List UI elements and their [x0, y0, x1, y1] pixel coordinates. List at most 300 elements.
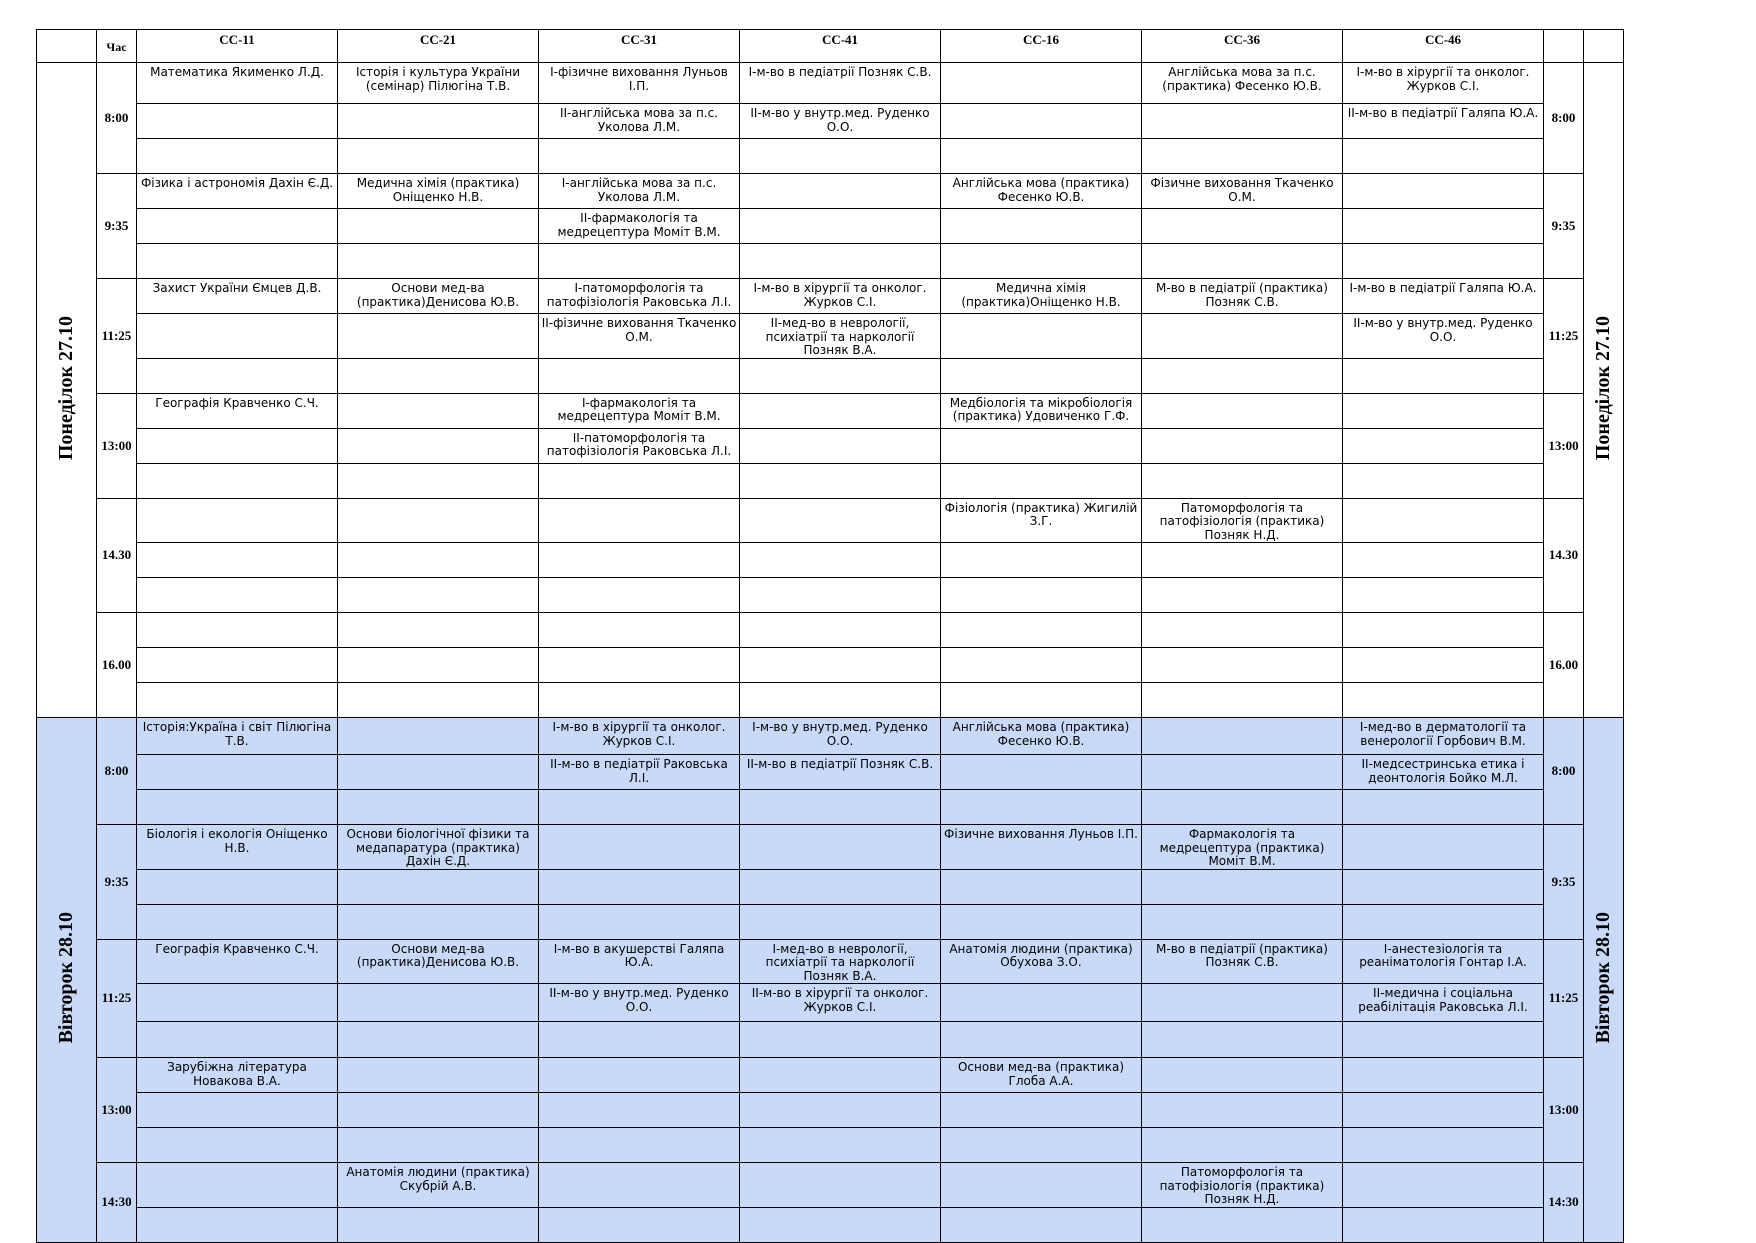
lesson-cell — [1343, 648, 1544, 683]
lesson-cell — [137, 1207, 338, 1242]
lesson-cell: ІІ-медична і соціальна реабілітація Раковська Л.І. — [1343, 984, 1544, 1022]
lesson-cell — [941, 1163, 1142, 1208]
lesson-cell — [740, 683, 941, 718]
lesson-cell — [1343, 1093, 1544, 1128]
time-cell-left: 11:25 — [97, 939, 137, 1058]
day-label-right — [1584, 63, 1624, 718]
lesson-cell — [1142, 869, 1343, 904]
lesson-cell — [941, 1093, 1142, 1128]
lesson-cell — [137, 790, 338, 825]
lesson-cell: I-фізичне виховання Луньов І.П. — [539, 63, 740, 104]
lesson-cell — [137, 1022, 338, 1058]
lesson-cell: ІІ-медсестринська етика і деонтологія Бойко М.Л. — [1343, 755, 1544, 790]
lesson-cell: Фармакологія та медрецептура (практика) Моміт В.М. — [1142, 825, 1343, 870]
lesson-cell — [1343, 825, 1544, 870]
time-cell-right: 14.30 — [1544, 498, 1584, 613]
lesson-cell: Англійська мова за п.с. (практика) Фесенко Ю.В. — [1142, 63, 1343, 104]
lesson-cell: Основи мед-ва (практика)Денисова Ю.В. — [338, 279, 539, 314]
lesson-cell — [740, 825, 941, 870]
schedule-row — [37, 428, 1624, 463]
lesson-cell — [1142, 790, 1343, 825]
group-header: СС-11 — [137, 30, 338, 63]
schedule-row — [37, 498, 1624, 543]
day-label-left — [37, 718, 97, 1243]
lesson-cell — [740, 244, 941, 279]
lesson-cell: Фізичне виховання Луньов І.П. — [941, 825, 1142, 870]
group-header: СС-31 — [539, 30, 740, 63]
lesson-cell — [1142, 139, 1343, 174]
lesson-cell — [1343, 1163, 1544, 1208]
lesson-cell — [740, 1022, 941, 1058]
lesson-cell — [941, 358, 1142, 393]
schedule-row — [37, 869, 1624, 904]
lesson-cell — [137, 139, 338, 174]
lesson-cell — [941, 104, 1142, 139]
schedule-row — [37, 904, 1624, 939]
lesson-cell: Фізіологія (практика) Жигилій З.Г. — [941, 498, 1142, 543]
lesson-cell — [539, 904, 740, 939]
lesson-cell — [338, 463, 539, 498]
lesson-cell: ІІ-м-во в педіатрії Позняк С.В. — [740, 755, 941, 790]
lesson-cell: Медична хімія (практика)Оніщенко Н.В. — [941, 279, 1142, 314]
schedule-row — [37, 1207, 1624, 1242]
lesson-cell — [539, 648, 740, 683]
lesson-cell: І-анестезіологія та реаніматологія Гонтар І.А. — [1343, 939, 1544, 984]
lesson-cell: I-фармакологія та медрецептура Моміт В.М. — [539, 393, 740, 428]
lesson-cell — [740, 174, 941, 209]
lesson-cell — [137, 683, 338, 718]
lesson-cell — [740, 869, 941, 904]
lesson-cell — [1142, 904, 1343, 939]
lesson-cell: Захист України Ємцев Д.В. — [137, 279, 338, 314]
time-cell-left: 9:35 — [97, 174, 137, 279]
lesson-cell — [740, 209, 941, 244]
day-label-text: Вівторок 28.10 — [1592, 912, 1614, 1044]
lesson-cell — [137, 755, 338, 790]
lesson-cell — [740, 1093, 941, 1128]
lesson-cell — [539, 498, 740, 543]
lesson-cell — [941, 463, 1142, 498]
lesson-cell — [338, 244, 539, 279]
lesson-cell — [338, 1128, 539, 1163]
lesson-cell — [539, 244, 740, 279]
lesson-cell — [1142, 1128, 1343, 1163]
lesson-cell — [1142, 1093, 1343, 1128]
schedule-row — [37, 1128, 1624, 1163]
lesson-cell — [1343, 244, 1544, 279]
lesson-cell — [941, 209, 1142, 244]
lesson-cell — [1343, 1058, 1544, 1093]
lesson-cell — [1343, 613, 1544, 648]
lesson-cell — [941, 790, 1142, 825]
lesson-cell — [1343, 869, 1544, 904]
lesson-cell — [1142, 578, 1343, 613]
lesson-cell — [740, 463, 941, 498]
lesson-cell — [740, 1163, 941, 1208]
lesson-cell — [1142, 393, 1343, 428]
lesson-cell — [137, 314, 338, 359]
lesson-cell — [137, 578, 338, 613]
day-label-right — [1584, 718, 1624, 1243]
lesson-cell — [338, 314, 539, 359]
schedule-row — [37, 543, 1624, 578]
lesson-cell — [941, 683, 1142, 718]
lesson-cell: II-фізичне виховання Ткаченко О.М. — [539, 314, 740, 359]
lesson-cell: Географія Кравченко С.Ч. — [137, 939, 338, 984]
lesson-cell — [338, 358, 539, 393]
corner-cell — [1544, 30, 1584, 63]
lesson-cell — [1343, 543, 1544, 578]
schedule-row — [37, 463, 1624, 498]
lesson-cell: Основи мед-ва (практика) Глоба А.А. — [941, 1058, 1142, 1093]
lesson-cell — [539, 1128, 740, 1163]
time-cell-left: 11:25 — [97, 279, 137, 394]
lesson-cell — [740, 904, 941, 939]
time-cell-right: 9:35 — [1544, 174, 1584, 279]
lesson-cell — [338, 393, 539, 428]
lesson-cell: Англійська мова (практика) Фесенко Ю.В. — [941, 718, 1142, 755]
lesson-cell: ІІ-м-во у внутр.мед. Руденко О.О. — [1343, 314, 1544, 359]
lesson-cell — [1142, 718, 1343, 755]
lesson-cell — [539, 613, 740, 648]
lesson-cell — [740, 1058, 941, 1093]
lesson-cell — [1343, 139, 1544, 174]
schedule-row — [37, 1163, 1624, 1208]
lesson-cell: Патоморфологія та патофізіологія (практика) Позняк Н.Д. — [1142, 1163, 1343, 1208]
schedule-row — [37, 1093, 1624, 1128]
lesson-cell — [137, 244, 338, 279]
lesson-cell: Фізика і астрономія Дахін Є.Д. — [137, 174, 338, 209]
lesson-cell — [338, 428, 539, 463]
schedule-row — [37, 139, 1624, 174]
lesson-cell — [1343, 358, 1544, 393]
time-cell-right: 13:00 — [1544, 393, 1584, 498]
day-label-text: Понеділок 27.10 — [1592, 315, 1614, 461]
lesson-cell — [338, 648, 539, 683]
lesson-cell: М-во в педіатрії (практика) Позняк С.В. — [1142, 279, 1343, 314]
time-cell-right: 8:00 — [1544, 63, 1584, 174]
lesson-cell: Медбіологія та мікробіологія (практика) Удовиченко Г.Ф. — [941, 393, 1142, 428]
lesson-cell: Історія:Україна і світ Пілюгіна Т.В. — [137, 718, 338, 755]
corner-cell — [1584, 30, 1624, 63]
schedule-row — [37, 104, 1624, 139]
time-cell-left: 8:00 — [97, 63, 137, 174]
lesson-cell — [740, 1128, 941, 1163]
lesson-cell — [539, 543, 740, 578]
lesson-cell: II-патоморфологія та патофізіологія Раковська Л.І. — [539, 428, 740, 463]
lesson-cell — [1343, 790, 1544, 825]
lesson-cell — [137, 984, 338, 1022]
lesson-cell — [1343, 498, 1544, 543]
lesson-cell — [137, 209, 338, 244]
time-cell-right: 13:00 — [1544, 1058, 1584, 1163]
lesson-cell — [740, 139, 941, 174]
lesson-cell: Біологія і екологія Оніщенко Н.В. — [137, 825, 338, 870]
lesson-cell — [1343, 1128, 1544, 1163]
lesson-cell — [1142, 1207, 1343, 1242]
lesson-cell — [1142, 463, 1343, 498]
lesson-cell — [338, 755, 539, 790]
lesson-cell — [1343, 209, 1544, 244]
schedule-row — [37, 648, 1624, 683]
lesson-cell — [740, 428, 941, 463]
lesson-cell — [740, 358, 941, 393]
lesson-cell — [539, 578, 740, 613]
lesson-cell — [539, 825, 740, 870]
time-cell-right: 11:25 — [1544, 939, 1584, 1058]
lesson-cell: І-м-во в хірургії та онколог. Журков С.І. — [1343, 63, 1544, 104]
lesson-cell — [941, 904, 1142, 939]
group-header: СС-36 — [1142, 30, 1343, 63]
lesson-cell — [1343, 463, 1544, 498]
lesson-cell — [1142, 613, 1343, 648]
group-header: СС-46 — [1343, 30, 1544, 63]
lesson-cell — [1343, 904, 1544, 939]
schedule-row — [37, 718, 1624, 755]
lesson-cell — [338, 498, 539, 543]
lesson-cell — [338, 1207, 539, 1242]
lesson-cell — [740, 543, 941, 578]
lesson-cell: Патоморфологія та патофізіологія (практика) Позняк Н.Д. — [1142, 498, 1343, 543]
corner-cell — [37, 30, 97, 63]
lesson-cell — [740, 613, 941, 648]
lesson-cell — [338, 139, 539, 174]
time-cell-right: 16.00 — [1544, 613, 1584, 718]
lesson-cell: II-фармакологія та медрецептура Моміт В.М. — [539, 209, 740, 244]
lesson-cell: ІІ-мед-во в неврології, психіатрії та наркології Позняк В.А. — [740, 314, 941, 359]
lesson-cell — [539, 790, 740, 825]
schedule-table — [36, 29, 1624, 1243]
lesson-cell — [137, 1093, 338, 1128]
lesson-cell — [539, 1163, 740, 1208]
schedule-body — [37, 63, 1624, 1243]
lesson-cell: I-патоморфологія та патофізіологія Раковська Л.І. — [539, 279, 740, 314]
lesson-cell — [338, 869, 539, 904]
lesson-cell: II-англійська мова за п.с. Уколова Л.М. — [539, 104, 740, 139]
lesson-cell — [941, 869, 1142, 904]
schedule-row — [37, 1058, 1624, 1093]
lesson-cell: ІІ-м-во у внутр.мед. Руденко О.О. — [740, 104, 941, 139]
lesson-cell: І-м-во у внутр.мед. Руденко О.О. — [740, 718, 941, 755]
schedule-row — [37, 63, 1624, 104]
lesson-cell — [137, 104, 338, 139]
schedule-row — [37, 244, 1624, 279]
day-label-text: Вівторок 28.10 — [55, 912, 77, 1044]
schedule-row — [37, 578, 1624, 613]
lesson-cell — [941, 648, 1142, 683]
lesson-cell — [1142, 984, 1343, 1022]
lesson-cell — [941, 755, 1142, 790]
schedule-row — [37, 393, 1624, 428]
lesson-cell — [338, 1093, 539, 1128]
lesson-cell — [1343, 428, 1544, 463]
schedule-row — [37, 984, 1624, 1022]
time-cell-left: 16.00 — [97, 613, 137, 718]
lesson-cell — [941, 428, 1142, 463]
lesson-cell — [338, 1022, 539, 1058]
lesson-cell — [539, 139, 740, 174]
lesson-cell: І-м-во в педіатрії Галяпа Ю.А. — [1343, 279, 1544, 314]
lesson-cell — [338, 613, 539, 648]
schedule-row — [37, 790, 1624, 825]
lesson-cell: I-англійська мова за п.с. Уколова Л.М. — [539, 174, 740, 209]
schedule-row — [37, 279, 1624, 314]
lesson-cell — [338, 904, 539, 939]
lesson-cell — [539, 1207, 740, 1242]
time-cell-left: 8:00 — [97, 718, 137, 825]
lesson-cell — [740, 790, 941, 825]
lesson-cell: Англійська мова (практика) Фесенко Ю.В. — [941, 174, 1142, 209]
lesson-cell — [338, 984, 539, 1022]
lesson-cell — [1142, 755, 1343, 790]
schedule-row — [37, 683, 1624, 718]
time-cell-left: 14:30 — [97, 1163, 137, 1243]
lesson-cell — [338, 104, 539, 139]
group-header: СС-41 — [740, 30, 941, 63]
time-cell-left: 14.30 — [97, 498, 137, 613]
lesson-cell: І-м-во в акушерстві Галяпа Ю.А. — [539, 939, 740, 984]
lesson-cell — [1142, 358, 1343, 393]
lesson-cell: Математика Якименко Л.Д. — [137, 63, 338, 104]
lesson-cell — [1142, 683, 1343, 718]
lesson-cell — [1343, 1207, 1544, 1242]
lesson-cell: І-м-во в хірургії та онколог. Журков С.І. — [539, 718, 740, 755]
lesson-cell — [1142, 209, 1343, 244]
time-cell-left: 9:35 — [97, 825, 137, 940]
lesson-cell — [539, 683, 740, 718]
lesson-cell — [137, 904, 338, 939]
lesson-cell: Анатомія людини (практика) Обухова З.О. — [941, 939, 1142, 984]
lesson-cell — [137, 1163, 338, 1208]
lesson-cell — [137, 613, 338, 648]
lesson-cell — [539, 358, 740, 393]
group-header: СС-16 — [941, 30, 1142, 63]
lesson-cell — [539, 463, 740, 498]
schedule-row — [37, 209, 1624, 244]
lesson-cell — [1142, 1058, 1343, 1093]
lesson-cell — [740, 648, 941, 683]
lesson-cell: ІІ-м-во в педіатрії Галяпа Ю.А. — [1343, 104, 1544, 139]
lesson-cell: І-мед-во в дерматології та венерології Горбович В.М. — [1343, 718, 1544, 755]
schedule-row — [37, 825, 1624, 870]
lesson-cell: І-м-во в педіатрії Позняк С.В. — [740, 63, 941, 104]
lesson-cell — [338, 1058, 539, 1093]
lesson-cell — [137, 463, 338, 498]
lesson-cell — [1343, 578, 1544, 613]
lesson-cell — [941, 1022, 1142, 1058]
lesson-cell: Географія Кравченко С.Ч. — [137, 393, 338, 428]
lesson-cell — [137, 1128, 338, 1163]
lesson-cell — [941, 63, 1142, 104]
time-cell-left: 13:00 — [97, 393, 137, 498]
time-cell-left: 13:00 — [97, 1058, 137, 1163]
lesson-cell — [539, 869, 740, 904]
lesson-cell — [941, 578, 1142, 613]
lesson-cell — [137, 648, 338, 683]
lesson-cell — [137, 498, 338, 543]
lesson-cell: Анатомія людини (практика) Скубрій А.В. — [338, 1163, 539, 1208]
schedule-row — [37, 1022, 1624, 1058]
schedule-row — [37, 613, 1624, 648]
day-label-left — [37, 63, 97, 718]
lesson-cell: Фізичне виховання Ткаченко О.М. — [1142, 174, 1343, 209]
time-cell-right: 11:25 — [1544, 279, 1584, 394]
schedule-row — [37, 174, 1624, 209]
lesson-cell: Історія і культура України (семінар) Пілюгіна Т.В. — [338, 63, 539, 104]
lesson-cell — [338, 578, 539, 613]
lesson-cell — [1343, 1022, 1544, 1058]
lesson-cell — [1142, 314, 1343, 359]
lesson-cell — [740, 1207, 941, 1242]
lesson-cell: Зарубіжна література Новакова В.А. — [137, 1058, 338, 1093]
lesson-cell — [1142, 104, 1343, 139]
lesson-cell: І-мед-во в неврології, психіатрії та наркології Позняк В.А. — [740, 939, 941, 984]
lesson-cell — [941, 1207, 1142, 1242]
lesson-cell — [740, 393, 941, 428]
lesson-cell — [539, 1022, 740, 1058]
lesson-cell — [1142, 648, 1343, 683]
lesson-cell — [137, 869, 338, 904]
lesson-cell: Медична хімія (практика) Оніщенко Н.В. — [338, 174, 539, 209]
lesson-cell: І-м-во в хірургії та онколог. Журков С.І. — [740, 279, 941, 314]
day-label-text: Понеділок 27.10 — [55, 315, 77, 461]
lesson-cell — [137, 428, 338, 463]
lesson-cell: Основи мед-ва (практика)Денисова Ю.В. — [338, 939, 539, 984]
lesson-cell — [338, 718, 539, 755]
schedule-row — [37, 314, 1624, 359]
header-row — [37, 30, 1624, 63]
lesson-cell — [539, 1093, 740, 1128]
lesson-cell: ІІ-м-во в хірургії та онколог. Журков С.І. — [740, 984, 941, 1022]
lesson-cell — [941, 1128, 1142, 1163]
schedule-row — [37, 358, 1624, 393]
lesson-cell: ІІ-м-во в педіатрії Раковська Л.І. — [539, 755, 740, 790]
lesson-cell — [1142, 543, 1343, 578]
lesson-cell: ІІ-м-во у внутр.мед. Руденко О.О. — [539, 984, 740, 1022]
hour-header: Час — [97, 30, 137, 63]
lesson-cell — [740, 578, 941, 613]
lesson-cell — [941, 613, 1142, 648]
time-cell-right: 14:30 — [1544, 1163, 1584, 1243]
lesson-cell — [1343, 174, 1544, 209]
schedule-row — [37, 755, 1624, 790]
lesson-cell — [1343, 683, 1544, 718]
lesson-cell — [137, 358, 338, 393]
lesson-cell — [941, 984, 1142, 1022]
lesson-cell — [137, 543, 338, 578]
time-cell-right: 9:35 — [1544, 825, 1584, 940]
schedule-row — [37, 939, 1624, 984]
lesson-cell — [539, 1058, 740, 1093]
group-header: СС-21 — [338, 30, 539, 63]
lesson-cell — [338, 209, 539, 244]
lesson-cell: Основи біологічної фізики та медапаратура (практика) Дахін Є.Д. — [338, 825, 539, 870]
lesson-cell — [1142, 428, 1343, 463]
lesson-cell — [740, 498, 941, 543]
lesson-cell — [941, 314, 1142, 359]
lesson-cell — [1343, 393, 1544, 428]
lesson-cell — [338, 543, 539, 578]
lesson-cell — [1142, 244, 1343, 279]
lesson-cell — [338, 683, 539, 718]
lesson-cell — [338, 790, 539, 825]
lesson-cell: М-во в педіатрії (практика) Позняк С.В. — [1142, 939, 1343, 984]
time-cell-right: 8:00 — [1544, 718, 1584, 825]
lesson-cell — [1142, 1022, 1343, 1058]
lesson-cell — [941, 139, 1142, 174]
lesson-cell — [941, 244, 1142, 279]
lesson-cell — [941, 543, 1142, 578]
